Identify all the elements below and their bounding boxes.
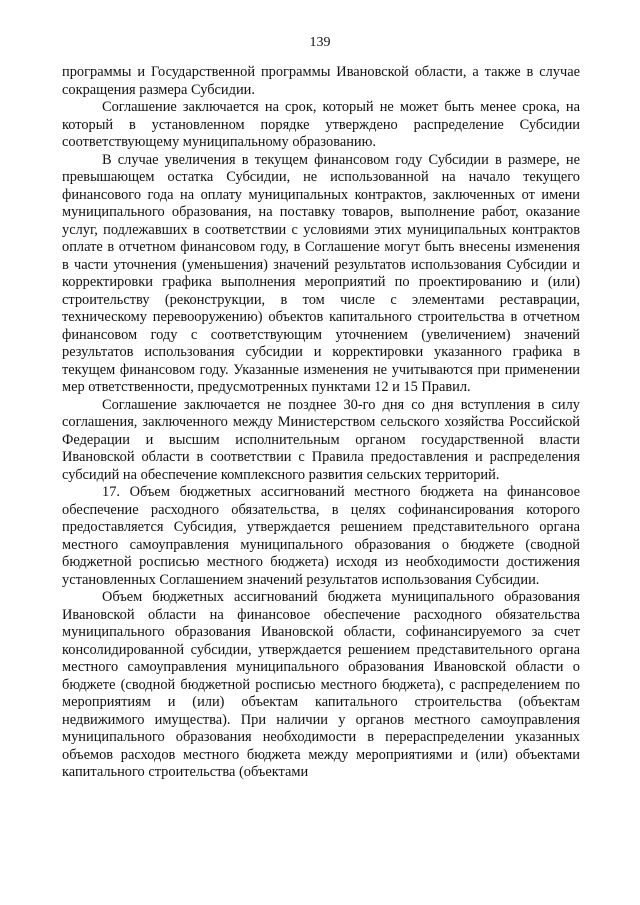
paragraph-subsidy-increase: В случае увеличения в текущем финансовом году Субсидии в размере, не превышающем остатка Субсидии, не использованной на начало текущего финансового года на оплату муниципальных контрактов, заключенных от имени муниципального образования, на поставку товаров, выполнение работ, оказание услуг, подлежавших в соответствии с условиями этих муниципальных контрактов оплате в отчетном финансовом году, в Соглашение могут быть внесены изменения в части уточнения (уменьшения) значений результатов использования Субсидии и корректировки графика выполнения мероприятий по проектированию и (или) строительству (реконструкции, в том числе с элементами реставрации, техническому перевооружению) объектов капитального строительства в отчетном финансовом году с соответствующим уточнением (увеличением) значений результатов использования субсидии и корректировки указанного графика в текущем финансовом году. Указанные изменения не учитываются при применении мер ответственности, предусмотренных пунктами 12 и 15 Правил. xyxy=(62,151,580,395)
page-number: 139 xyxy=(309,35,331,50)
paragraph-continuation: программы и Государственной программы Ивановской области, а также в случае сокращения размера Субсидии. xyxy=(62,64,580,98)
body-text xyxy=(62,64,580,782)
paragraph-budget-allocations: Объем бюджетных ассигнований бюджета муниципального образования Ивановской области на финансовое обеспечение расходного обязательства муниципального образования Ивановской области, софинансируемого за счет консолидированной субсидии, утверждается решением представительного органа местного самоуправления муниципального образования Ивановской области о бюджете (сводной бюджетной росписью местного бюджета), с распределением по мероприятиям и (или) объектам капитального строительства (объектам недвижимого имущества). При наличии у органов местного самоуправления муниципального образования необходимости в перераспределении указанных объемов расходов местного бюджета между мероприятиями и (или) объектами капитального строительства (объектами xyxy=(62,589,580,780)
paragraph-agreement-deadline: Соглашение заключается не позднее 30-го дня со дня вступления в силу соглашения, заключенного между Министерством сельского хозяйства Российской Федерации и высшим исполнительным органом государственной власти Ивановской области в соответствии с Правила предоставления и распределения субсидий на обеспечение комплексного развития сельских территорий. xyxy=(62,396,580,483)
paragraph-item-17: 17. Объем бюджетных ассигнований местного бюджета на финансовое обеспечение расходного обязательства, в целях софинансирования которого предоставляется Субсидия, утверждается решением представительного органа местного самоуправления муниципального образования о бюджете (сводной бюджетной росписью местного бюджета) исходя из необходимости достижения установленных Соглашением значений результатов использования Субсидии. xyxy=(62,484,580,588)
paragraph-agreement-term: Соглашение заключается на срок, который не может быть менее срока, на который в установленном порядке утверждено распределение Субсидии соответствующему муниципальному образованию. xyxy=(62,99,580,150)
